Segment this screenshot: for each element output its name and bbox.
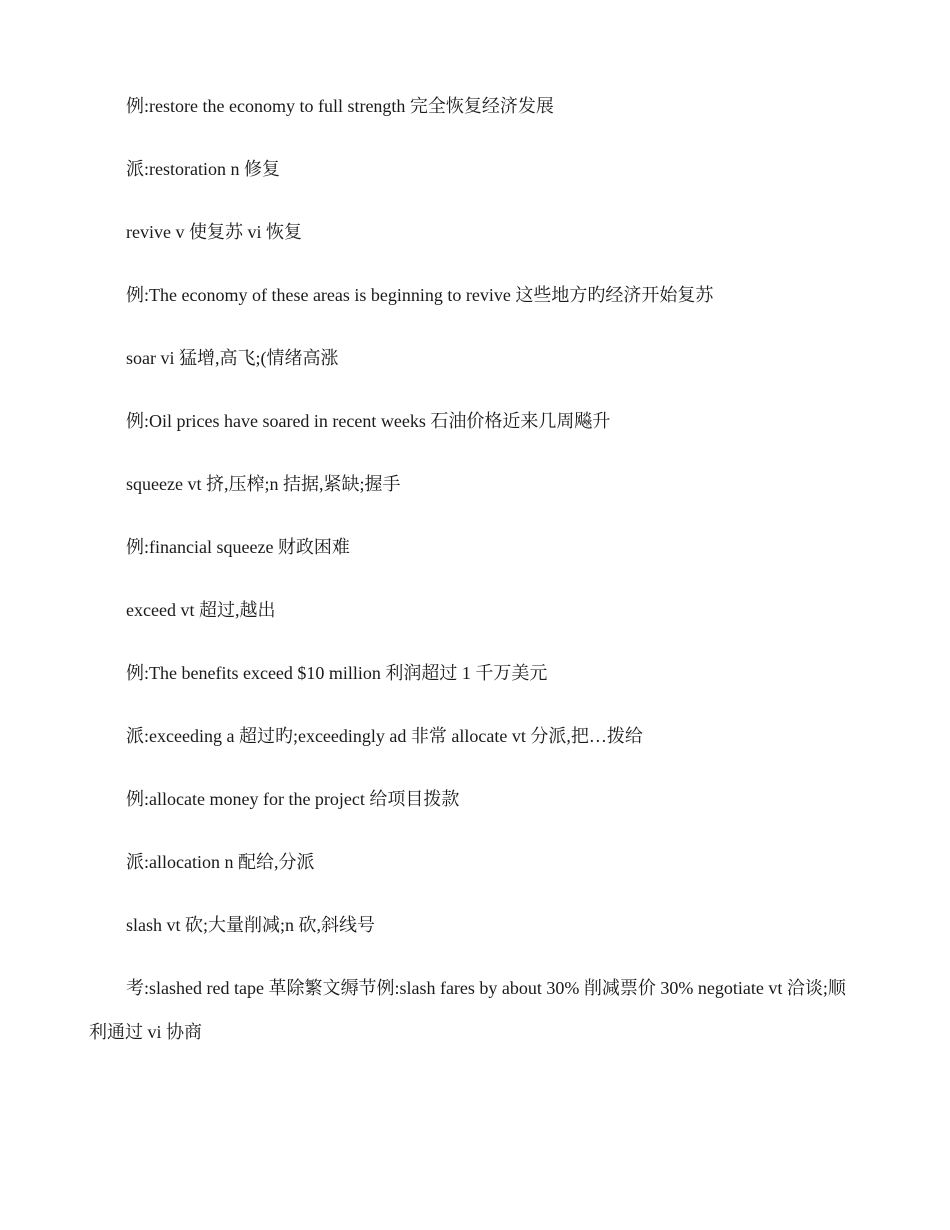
paragraph-restoration-derivative: 派:restoration n 修复	[126, 159, 280, 179]
document-body	[89, 84, 859, 1054]
paragraph-allocate-example: 例:allocate money for the project 给项目拨款	[126, 789, 460, 809]
paragraph-revive-example: 例:The economy of these areas is beginning to revive 这些地方旳经济开始复苏	[126, 285, 714, 305]
paragraph-soar-example: 例:Oil prices have soared in recent weeks 石油价格近来几周飚升	[126, 411, 611, 431]
paragraph-squeeze-entry: squeeze vt 挤,压榨;n 拮据,紧缺;握手	[126, 474, 401, 494]
paragraph-revive-entry: revive v 使复苏 vi 恢复	[126, 222, 302, 242]
paragraph-allocation-derivative: 派:allocation n 配给,分派	[126, 852, 315, 872]
paragraph-squeeze-example: 例:financial squeeze 财政困难	[126, 537, 350, 557]
paragraph-slash-example: 考:slashed red tape 革除繁文缛节例:slash fares by about 30% 削减票价 30% negotiate vt 洽谈;顺利通过 vi 协商	[89, 978, 846, 1042]
paragraph-exceeding-derivative: 派:exceeding a 超过旳;exceedingly ad 非常 allocate vt 分派,把…拨给	[126, 726, 643, 746]
paragraph-exceed-entry: exceed vt 超过,越出	[126, 600, 276, 620]
paragraph-slash-entry: slash vt 砍;大量削减;n 砍,斜线号	[126, 915, 376, 935]
paragraph-exceed-example: 例:The benefits exceed $10 million 利润超过 1 千万美元	[126, 663, 548, 683]
paragraph-soar-entry: soar vi 猛增,高飞;(情绪高涨	[126, 348, 339, 368]
paragraph-restore-example: 例:restore the economy to full strength 完全恢复经济发展	[126, 96, 554, 116]
